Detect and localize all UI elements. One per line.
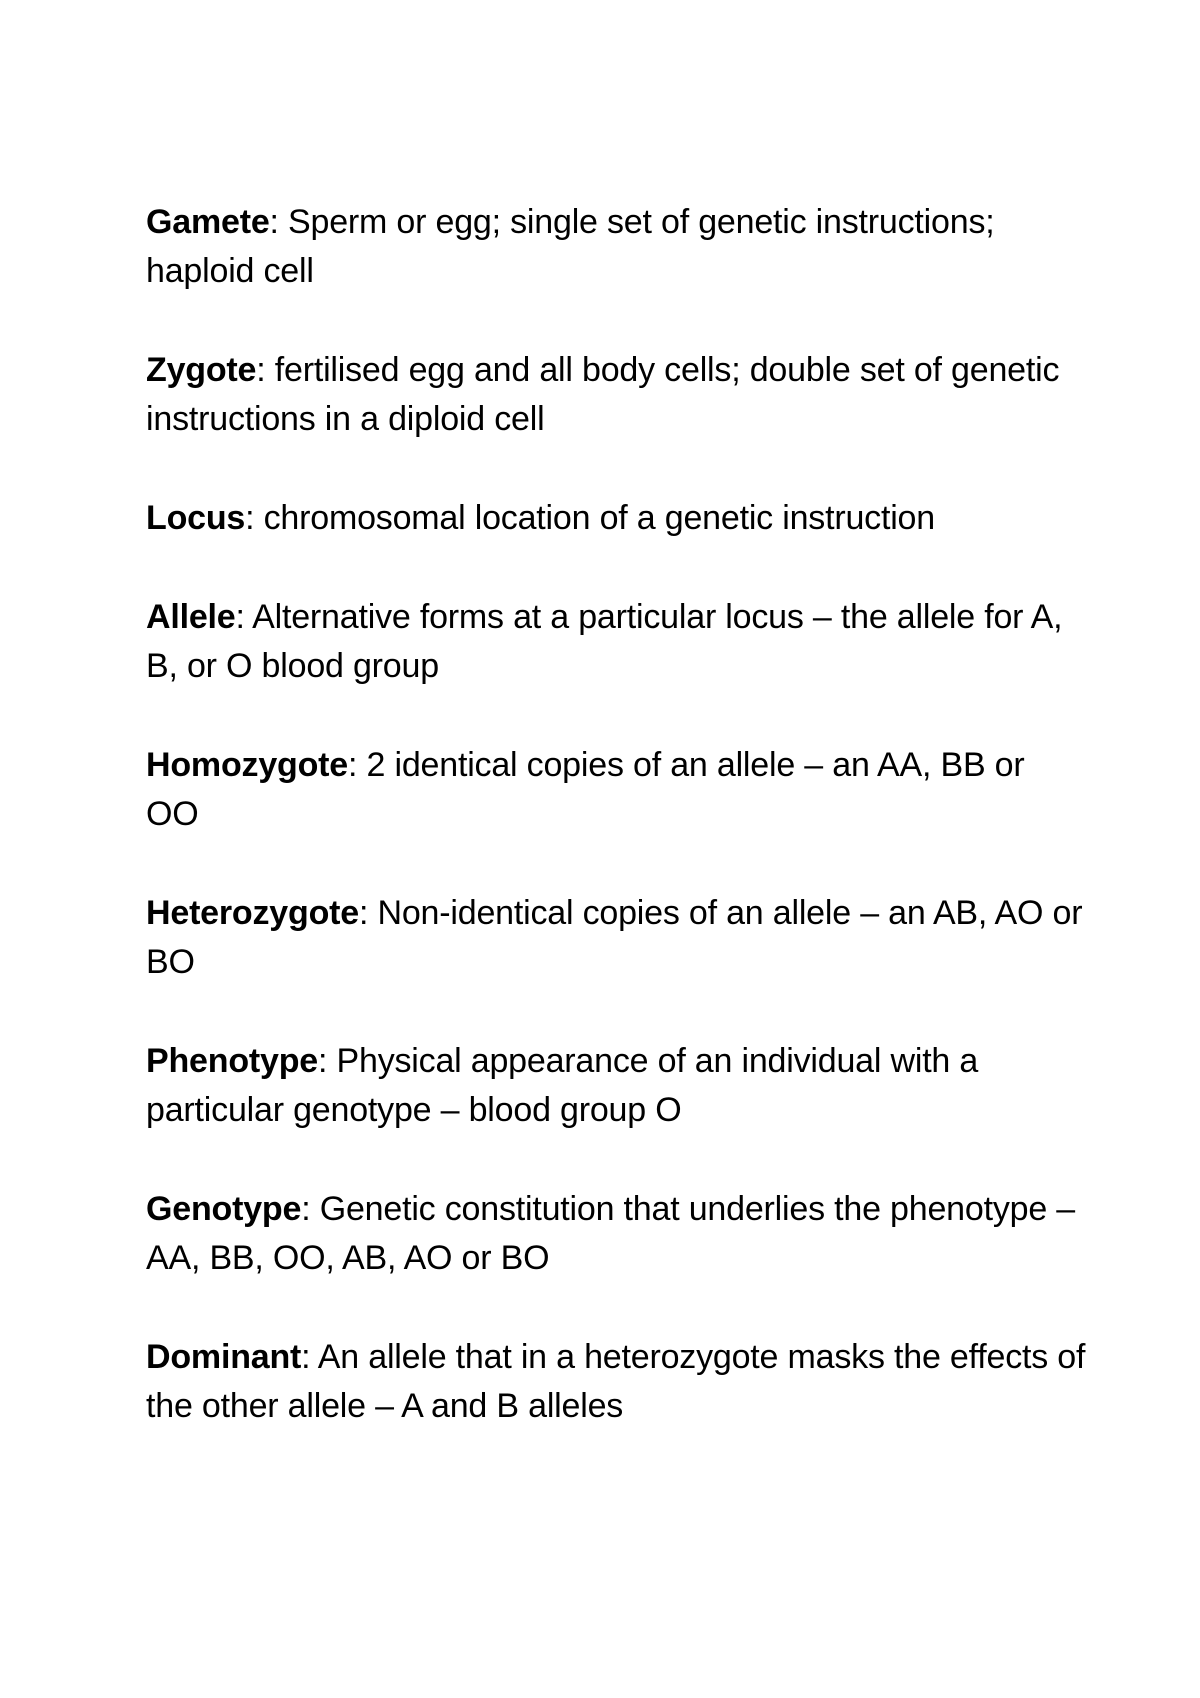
definition-term: Gamete [146, 203, 270, 241]
definition-genotype [146, 1185, 1086, 1283]
definition-term: Dominant [146, 1338, 302, 1376]
definitions-list [146, 198, 1086, 1481]
definition-term: Homozygote [146, 746, 349, 784]
definition-term: Phenotype [146, 1042, 319, 1080]
definition-dominant [146, 1333, 1086, 1431]
definition-text: Sperm or egg; single set of genetic instructions; haploid cell [146, 203, 995, 290]
definition-allele [146, 593, 1086, 691]
definition-separator: : [245, 499, 264, 537]
definition-term: Genotype [146, 1190, 302, 1228]
definition-gamete [146, 198, 1086, 296]
definition-separator: : [256, 351, 275, 389]
definition-separator: : [301, 1338, 318, 1376]
definition-separator: : [358, 894, 378, 932]
definition-text: Physical appearance of an individual with a particular genotype – blood group O [146, 1042, 979, 1129]
definition-zygote [146, 346, 1086, 444]
definition-separator: : [301, 1190, 320, 1228]
definition-text: Alternative forms at a particular locus – the allele for A, B, or O blood group [146, 598, 1063, 685]
definition-term: Heterozygote [146, 894, 359, 932]
definition-homozygote [146, 741, 1086, 839]
definition-locus [146, 494, 1086, 543]
definition-text: Non-identical copies of an allele – an AB, AO or BO [146, 894, 1083, 981]
definition-separator: : [269, 203, 289, 241]
definition-text: Genetic constitution that underlies the phenotype – AA, BB, OO, AB, AO or BO [146, 1190, 1076, 1277]
definition-phenotype [146, 1037, 1086, 1135]
definition-text: fertilised egg and all body cells; double set of genetic instructions in a diploid cell [146, 351, 1060, 438]
definition-term: Zygote [146, 351, 257, 389]
definition-heterozygote [146, 889, 1086, 987]
definition-separator: : [235, 598, 253, 636]
definition-text: An allele that in a heterozygote masks the effects of the other allele – A and B alleles [146, 1338, 1086, 1425]
definition-separator: : [348, 746, 367, 784]
definition-text: 2 identical copies of an allele – an AA, BB or OO [146, 746, 1025, 833]
definition-separator: : [318, 1042, 337, 1080]
definition-term: Locus [146, 499, 246, 537]
definition-term: Allele [146, 598, 236, 636]
definition-text: chromosomal location of a genetic instruction [263, 499, 935, 537]
